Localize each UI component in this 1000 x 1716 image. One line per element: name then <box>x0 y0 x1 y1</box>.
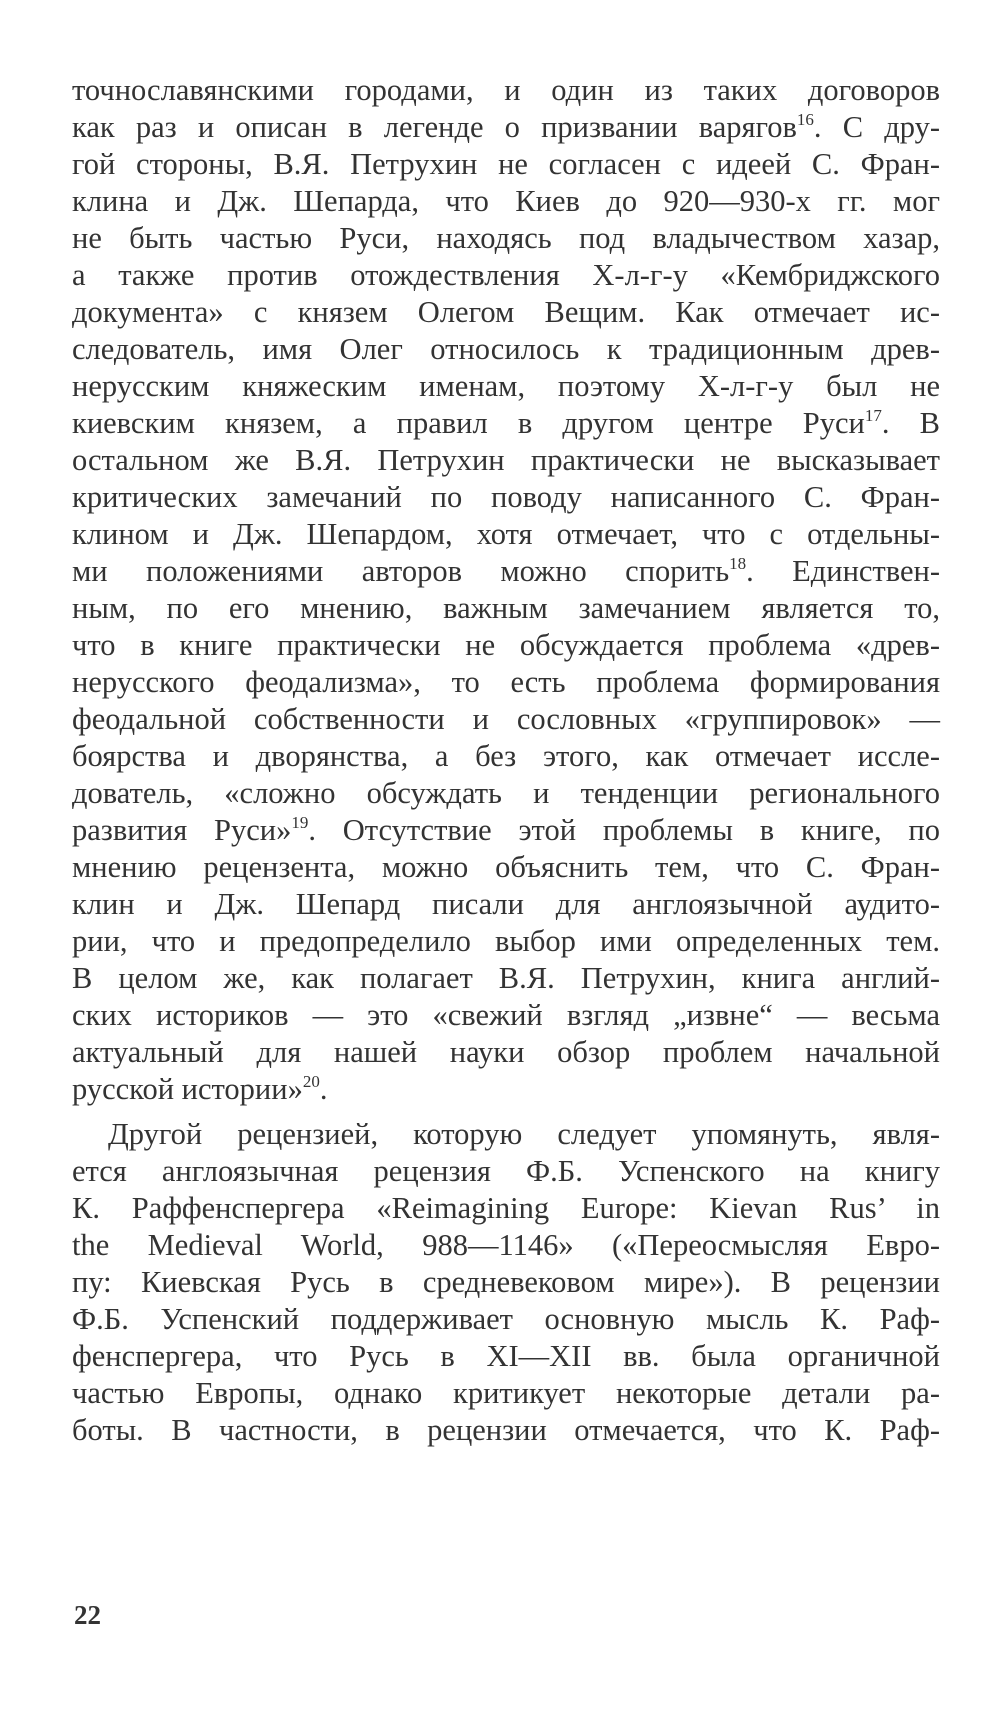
text-line <box>72 997 940 1034</box>
line-text: рии, что и предопределило выбор ими определенных тем. <box>72 924 940 958</box>
line-text: русской истории» <box>72 1072 303 1106</box>
text-line <box>72 109 940 146</box>
line-text: нерусского феодализма», то есть проблема формирования <box>72 665 940 699</box>
text-line <box>72 664 940 701</box>
text-line <box>72 220 940 257</box>
line-text: что в книге практически не обсуждается проблема «древ- <box>72 628 940 662</box>
line-text: дователь, «сложно обсуждать и тенденции регионального <box>72 776 940 810</box>
line-text: клина и Дж. Шепарда, что Киев до 920—930-х гг. мог <box>72 184 940 218</box>
text-line <box>72 331 940 368</box>
text-line <box>72 1338 940 1375</box>
text-line <box>72 627 940 664</box>
line-text: гой стороны, В.Я. Петрухин не согласен с идеей С. Фран- <box>72 147 940 181</box>
line-text-after: . Отсутствие этой проблемы в книге, по <box>308 813 940 847</box>
text-line <box>72 72 940 109</box>
text-line <box>72 1412 940 1449</box>
text-line <box>72 516 940 553</box>
paragraph-2 <box>72 1116 940 1449</box>
text-line <box>72 183 940 220</box>
text-line <box>72 886 940 923</box>
footnote-ref: 18 <box>729 554 747 573</box>
line-text: точнославянскими городами, и один из таких договоров <box>72 73 940 107</box>
line-text: В целом же, как полагает В.Я. Петрухин, книга англий- <box>72 961 940 995</box>
footnote-ref: 19 <box>291 813 309 832</box>
line-text: как раз и описан в легенде о призвании варягов <box>72 110 797 144</box>
text-line <box>72 146 940 183</box>
text-line <box>72 1190 940 1227</box>
text-line <box>72 257 940 294</box>
paragraph-gap <box>72 1108 940 1116</box>
text-line <box>72 294 940 331</box>
line-text: нерусским княжеским именам, поэтому Х-л-г-у был не <box>72 369 940 403</box>
text-line <box>72 1301 940 1338</box>
line-text: the Medieval World, 988—1146» («Переосмысляя Евро- <box>72 1228 940 1262</box>
line-text: а также против отождествления Х-л-г-у «Кембриджского <box>72 258 940 292</box>
text-line <box>72 1264 940 1301</box>
line-text: частью Европы, однако критикует некоторые детали ра- <box>72 1376 940 1410</box>
text-line <box>72 701 940 738</box>
line-text: документа» с князем Олегом Вещим. Как отмечает ис- <box>72 295 940 329</box>
text-line <box>72 368 940 405</box>
line-text: ских историков — это «свежий взгляд „извне“ — весьма <box>72 998 940 1032</box>
line-text: остальном же В.Я. Петрухин практически не высказывает <box>72 443 940 477</box>
line-text: ным, по его мнению, важным замечанием является то, <box>72 591 940 625</box>
text-line <box>72 479 940 516</box>
line-text-after: . С дру- <box>813 110 940 144</box>
line-text: Другой рецензией, которую следует упомянуть, явля- <box>108 1117 940 1151</box>
footnote-ref: 17 <box>864 406 882 425</box>
text-line <box>72 405 940 442</box>
text-line <box>72 738 940 775</box>
book-page <box>72 72 940 1449</box>
footnote-ref: 16 <box>796 110 814 129</box>
line-text: боярства и дворянства, а без этого, как отмечает иссле- <box>72 739 940 773</box>
line-text: киевским князем, а правил в другом центре Руси <box>72 406 865 440</box>
line-text: клин и Дж. Шепард писали для англоязычной аудито- <box>72 887 940 921</box>
text-line <box>72 1034 940 1071</box>
line-text: мнению рецензента, можно объяснить тем, что С. Фран- <box>72 850 940 884</box>
text-line <box>72 960 940 997</box>
text-line <box>72 849 940 886</box>
text-line <box>72 775 940 812</box>
line-text: не быть частью Руси, находясь под владычеством хазар, <box>72 221 940 255</box>
page-number: 22 <box>74 1600 101 1630</box>
text-line <box>72 1153 940 1190</box>
text-line <box>72 442 940 479</box>
text-line <box>72 812 940 849</box>
text-line <box>72 590 940 627</box>
line-text: пу: Киевская Русь в средневековом мире»). В рецензии <box>72 1265 940 1299</box>
line-text: клином и Дж. Шепардом, хотя отмечает, что с отдельны- <box>72 517 940 551</box>
line-text: критических замечаний по поводу написанного С. Фран- <box>72 480 940 514</box>
text-line <box>72 1227 940 1264</box>
line-text: феодальной собственности и сословных «группировок» — <box>72 702 940 736</box>
line-text: актуальный для нашей науки обзор проблем начальной <box>72 1035 940 1069</box>
line-text-after: . В <box>881 406 941 440</box>
text-line <box>72 923 940 960</box>
line-text: К. Раффенспергера «Reimagining Europe: Kievan Rus’ in <box>72 1191 940 1225</box>
text-line <box>72 1375 940 1412</box>
line-text: ми положениями авторов можно спорить <box>72 554 730 588</box>
line-text: ется англоязычная рецензия Ф.Б. Успенского на книгу <box>72 1154 940 1188</box>
line-text: развития Руси» <box>72 813 292 847</box>
line-text: Ф.Б. Успенский поддерживает основную мысль К. Раф- <box>72 1302 940 1336</box>
paragraph-1 <box>72 72 940 1108</box>
footnote-ref: 20 <box>302 1072 320 1091</box>
text-line <box>72 553 940 590</box>
line-text: следователь, имя Олег относилось к традиционным древ- <box>72 332 940 366</box>
text-line <box>72 1071 940 1108</box>
line-text-after: . <box>319 1072 328 1106</box>
line-text: боты. В частности, в рецензии отмечается, что К. Раф- <box>72 1413 940 1447</box>
line-text-after: . Единствен- <box>746 554 941 588</box>
line-text: фенспергера, что Русь в XI—XII вв. была органичной <box>72 1339 940 1373</box>
text-line <box>72 1116 940 1153</box>
